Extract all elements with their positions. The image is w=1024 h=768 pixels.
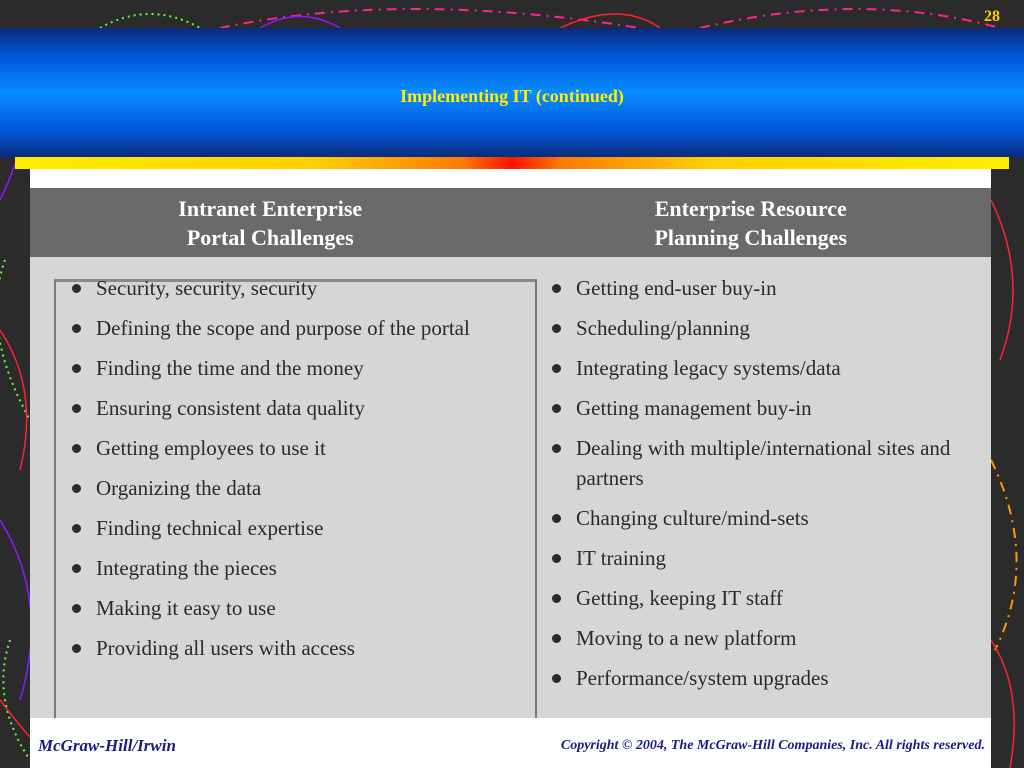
portal-challenges-list xyxy=(70,273,510,673)
list-item: Changing culture/mind-sets xyxy=(550,503,970,533)
list-item: Getting, keeping IT staff xyxy=(550,583,970,613)
list-item: Getting employees to use it xyxy=(70,433,510,463)
list-item: Dealing with multiple/international sites and partners xyxy=(550,433,970,493)
list-item: Security, security, security xyxy=(70,273,510,303)
slide-title: Implementing IT (continued) xyxy=(400,86,624,106)
list-item: Getting management buy-in xyxy=(550,393,970,423)
list-item: Making it easy to use xyxy=(70,593,510,623)
list-item: Getting end-user buy-in xyxy=(550,273,970,303)
publisher-name: McGraw-Hill/Irwin xyxy=(38,736,176,755)
list-item: Ensuring consistent data quality xyxy=(70,393,510,423)
slide-number: 28 xyxy=(984,8,1000,25)
left-column-header xyxy=(30,188,511,257)
list-item: Moving to a new platform xyxy=(550,623,970,653)
copyright-notice: Copyright © 2004, The McGraw-Hill Companies, Inc. All rights reserved. xyxy=(560,738,985,753)
right-header-line: Planning Challenges xyxy=(654,225,848,250)
list-item: Scheduling/planning xyxy=(550,313,970,343)
left-header-line: Intranet Enterprise xyxy=(178,196,363,221)
table-header xyxy=(30,188,991,257)
list-item: Finding the time and the money xyxy=(70,353,510,383)
list-item: Integrating the pieces xyxy=(70,553,510,583)
left-header-line: Portal Challenges xyxy=(186,225,354,250)
list-item: Performance/system upgrades xyxy=(550,663,970,693)
erp-challenges-list xyxy=(550,273,970,703)
title-rule xyxy=(15,157,1009,169)
table-body xyxy=(30,257,991,718)
right-column-header xyxy=(511,188,992,257)
list-item: Organizing the data xyxy=(70,473,510,503)
list-item: Defining the scope and purpose of the portal xyxy=(70,313,510,343)
column-divider xyxy=(535,279,537,718)
list-item: Providing all users with access xyxy=(70,633,510,663)
list-item: IT training xyxy=(550,543,970,573)
right-header-line: Enterprise Resource xyxy=(654,196,847,221)
list-item: Integrating legacy systems/data xyxy=(550,353,970,383)
list-item: Finding technical expertise xyxy=(70,513,510,543)
footer xyxy=(30,718,991,768)
